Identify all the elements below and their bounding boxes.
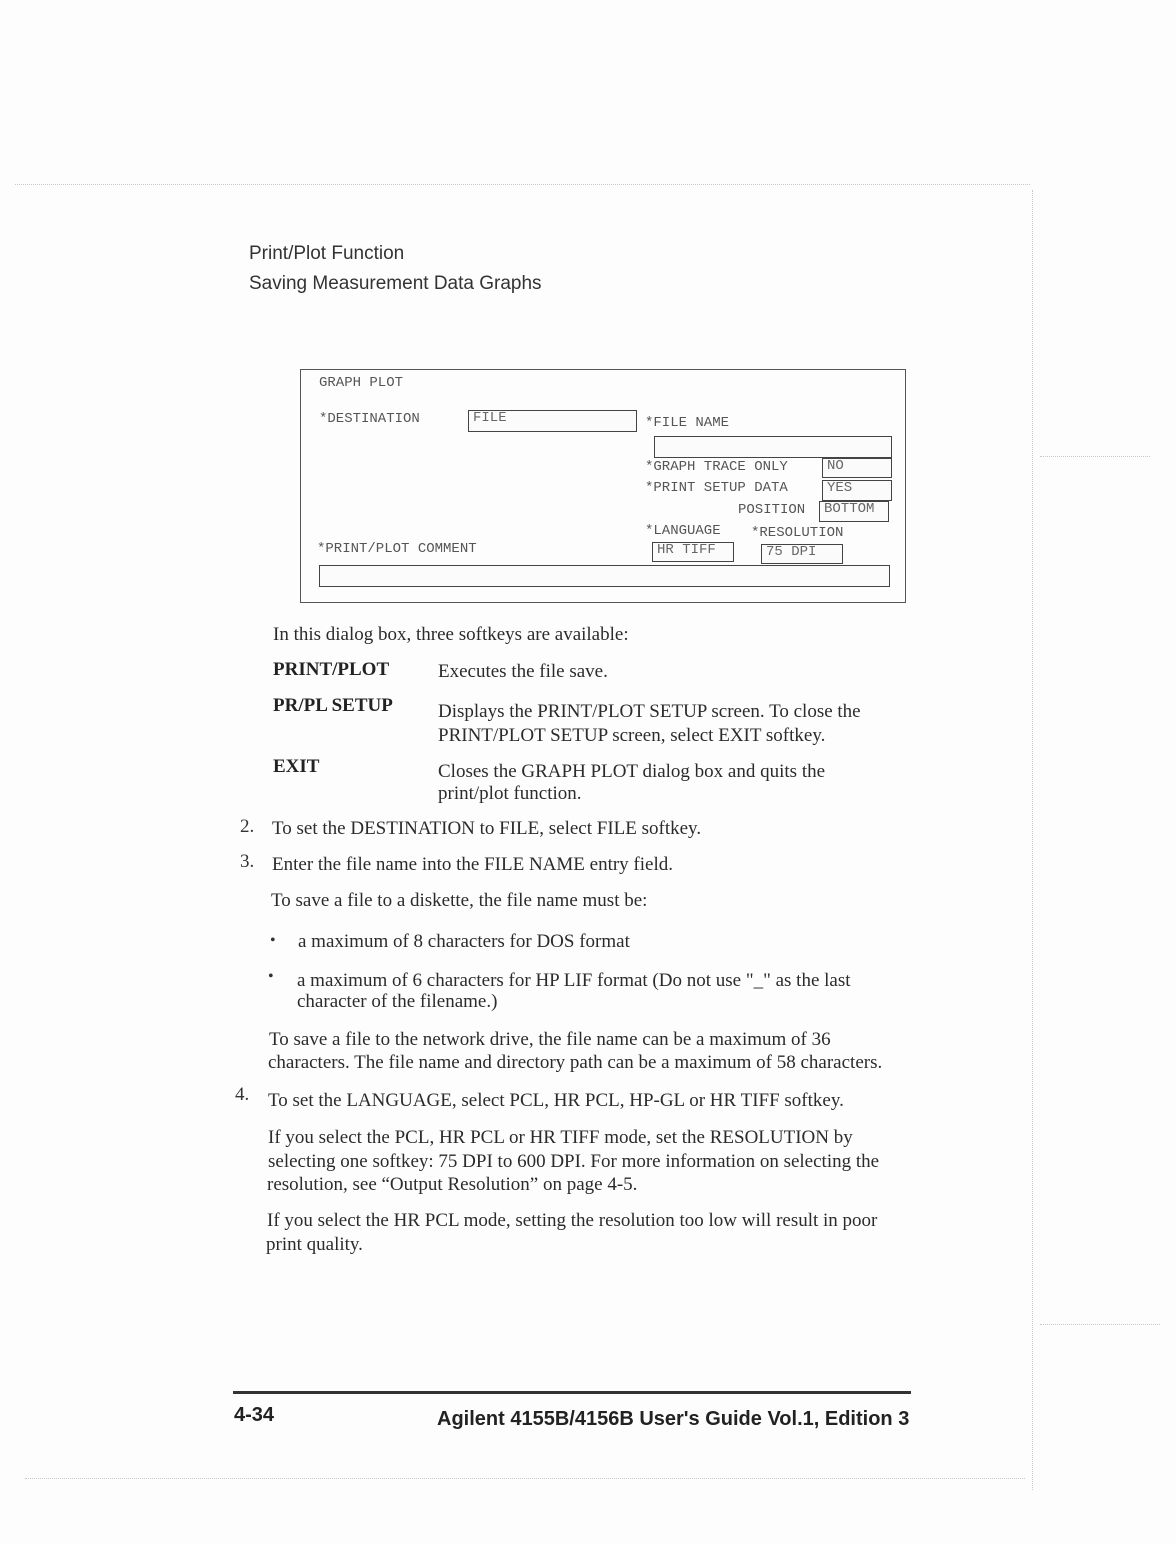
- comment-label: *PRINT/PLOT COMMENT: [317, 541, 477, 557]
- comment-field[interactable]: [319, 565, 890, 587]
- step4-para1: If you select the PCL, HR PCL or HR TIFF mode, set the RESOLUTION by: [268, 1127, 853, 1148]
- file-name-label: *FILE NAME: [645, 415, 730, 431]
- graph-trace-only-label: *GRAPH TRACE ONLY: [645, 459, 788, 475]
- softkey-term: PRINT/PLOT: [273, 659, 390, 680]
- file-name-field[interactable]: [654, 436, 892, 458]
- softkey-desc: Closes the GRAPH PLOT dialog box and quits the: [438, 761, 826, 782]
- destination-field[interactable]: FILE: [468, 410, 637, 432]
- scan-border-top: [15, 184, 1030, 185]
- step3-note: To save a file to a diskette, the file name must be:: [271, 890, 648, 911]
- step4-para1: selecting one softkey: 75 DPI to 600 DPI. For more information on selecting the: [268, 1151, 880, 1172]
- intro-text: In this dialog box, three softkeys are available:: [273, 624, 629, 645]
- step4-para1: resolution, see “Output Resolution” on page 4-5.: [267, 1174, 638, 1195]
- page-number: 4-34: [234, 1404, 275, 1426]
- language-field[interactable]: HR TIFF: [652, 542, 734, 562]
- scan-border-right: [1032, 190, 1033, 1490]
- step-text: To set the LANGUAGE, select PCL, HR PCL, HP-GL or HR TIFF softkey.: [268, 1090, 844, 1111]
- position-label: POSITION: [738, 502, 806, 518]
- network-note: To save a file to the network drive, the file name can be a maximum of 36: [269, 1029, 831, 1050]
- graph-plot-dialog: [300, 369, 906, 603]
- section-title: Print/Plot Function: [249, 243, 405, 264]
- bullet-text: character of the filename.): [297, 991, 498, 1012]
- footer-rule: [233, 1391, 911, 1394]
- step4-para2: print quality.: [266, 1234, 363, 1255]
- bullet-dot: •: [270, 932, 276, 949]
- bullet-dot: •: [268, 968, 274, 985]
- softkey-desc: print/plot function.: [438, 783, 582, 804]
- dialog-title: GRAPH PLOT: [319, 375, 404, 391]
- step-number: 4.: [235, 1084, 250, 1105]
- softkey-term: EXIT: [273, 756, 320, 777]
- softkey-term: PR/PL SETUP: [273, 695, 393, 716]
- step-number: 3.: [240, 851, 255, 872]
- destination-label: *DESTINATION: [319, 411, 420, 427]
- scan-mark-right-2: [1040, 1324, 1160, 1325]
- graph-trace-only-field[interactable]: NO: [822, 458, 892, 478]
- softkey-desc: Displays the PRINT/PLOT SETUP screen. To close the: [438, 701, 861, 722]
- scan-mark-right-1: [1040, 456, 1150, 457]
- scan-border-bottom: [25, 1478, 1025, 1479]
- bullet-text: a maximum of 8 characters for DOS format: [298, 931, 630, 952]
- subsection-title: Saving Measurement Data Graphs: [249, 273, 542, 294]
- print-setup-data-label: *PRINT SETUP DATA: [645, 480, 788, 496]
- print-setup-data-field[interactable]: YES: [822, 480, 892, 501]
- step-text: To set the DESTINATION to FILE, select FILE softkey.: [272, 818, 702, 839]
- softkey-desc: Executes the file save.: [438, 661, 608, 682]
- position-field[interactable]: BOTTOM: [819, 501, 889, 522]
- step4-para2: If you select the HR PCL mode, setting the resolution too low will result in poor: [267, 1210, 878, 1231]
- language-label: *LANGUAGE: [645, 523, 721, 539]
- resolution-label: *RESOLUTION: [751, 525, 844, 541]
- step-text: Enter the file name into the FILE NAME entry field.: [272, 854, 673, 875]
- resolution-field[interactable]: 75 DPI: [761, 544, 843, 564]
- step-number: 2.: [240, 816, 255, 837]
- softkey-desc: PRINT/PLOT SETUP screen, select EXIT softkey.: [438, 725, 826, 746]
- footer-title: Agilent 4155B/4156B User's Guide Vol.1, Edition 3: [437, 1408, 910, 1430]
- network-note: characters. The file name and directory path can be a maximum of 58 characters.: [268, 1052, 883, 1073]
- bullet-text: a maximum of 6 characters for HP LIF format (Do not use "_" as the last: [297, 970, 851, 991]
